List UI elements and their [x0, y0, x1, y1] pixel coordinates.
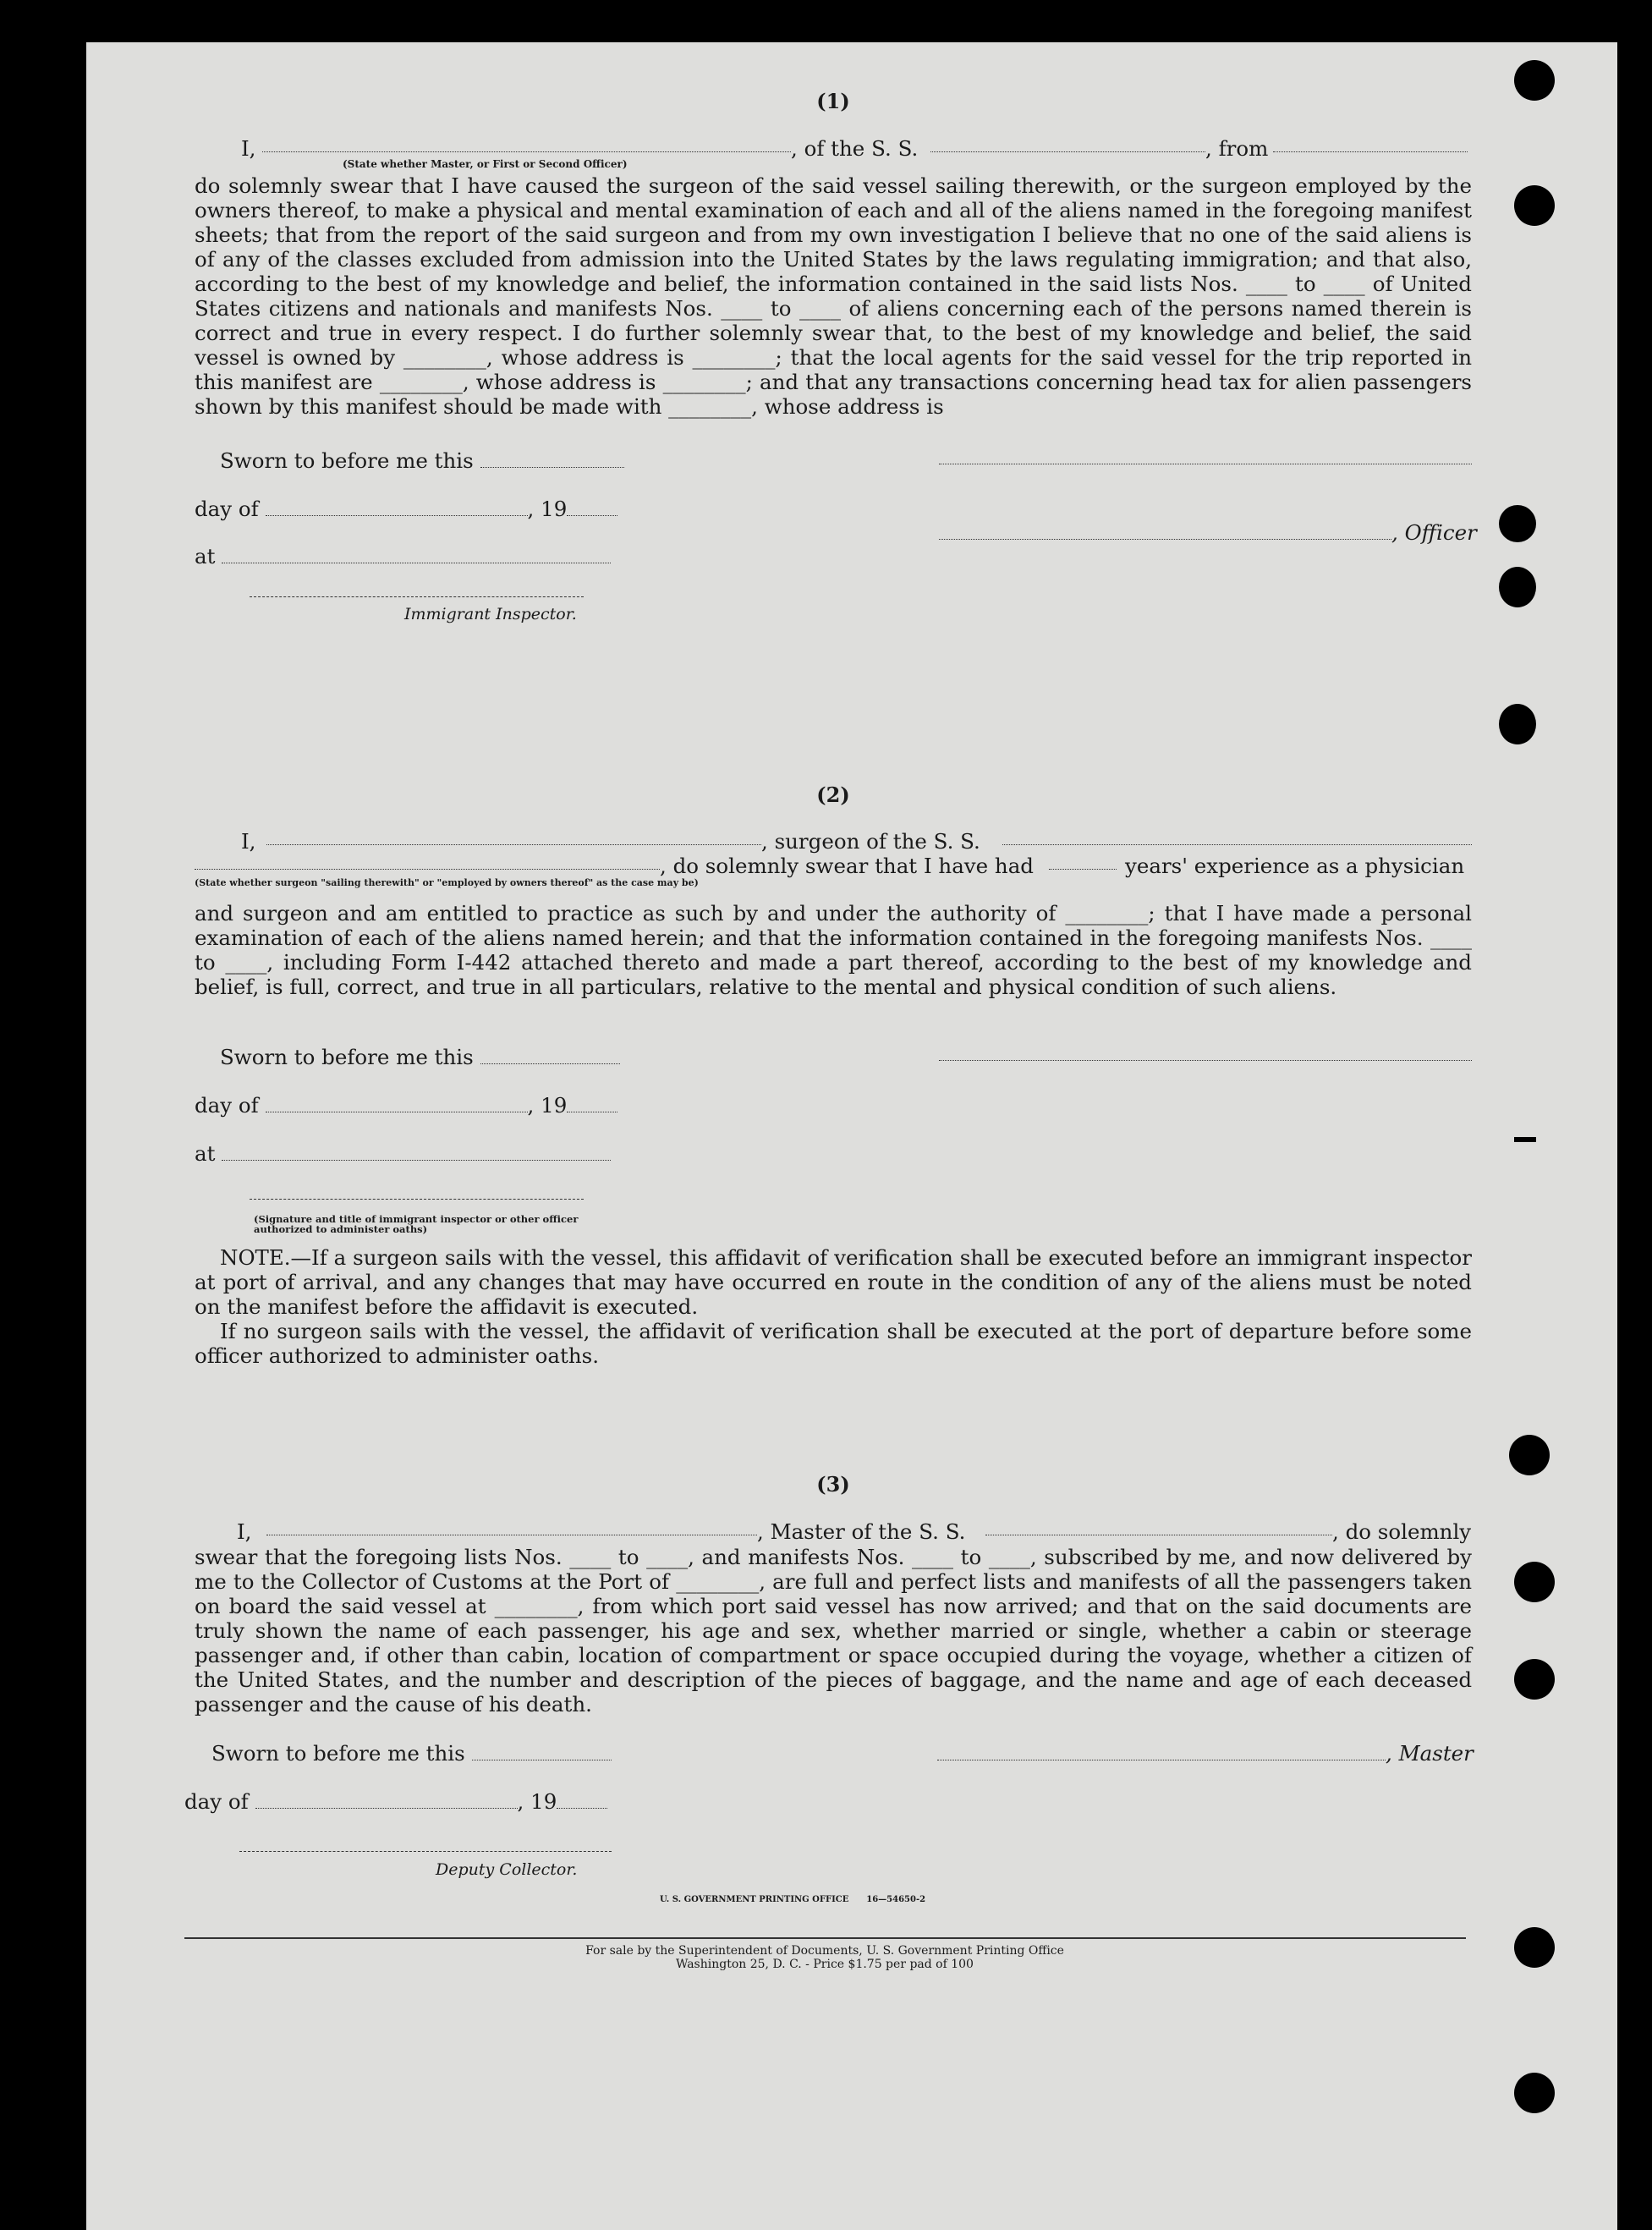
sworn-date-field[interactable]: [480, 1048, 620, 1064]
master-signature-field[interactable]: [937, 1744, 1386, 1760]
section-number: (3): [816, 1472, 850, 1497]
surgeon-name-field[interactable]: [266, 829, 761, 845]
section-3: (3) I, , Master of the S. S. , do solemnly swear that the foregoing lists Nos. ____ to ____, and manifests Nos. ____ to ____, subscribed by me, and now delivered by me to the Collector of Customs at the Port of ________, are full and perfect lists and manifests of all the passengers taken on board the said vessel at ________, from which port said vessel has now arrived; and that on the said documents are truly shown the name of each passenger, his age and sex, whether married or single, whether a cabin or steerage passenger and, if other than cabin, location of compartment or space occupied during the voyage, whether a citizen of the United States, and the number and description of the pieces of baggage, and the name and age of each deceased passenger and the cause of his death. Sworn to before me this , Master day of , 19 Deputy Collector.: [195, 1472, 1472, 1497]
day-of-field[interactable]: [266, 500, 528, 516]
inspector-caption: Immigrant Inspector.: [404, 605, 577, 623]
master-name-field[interactable]: [266, 1519, 757, 1535]
surgeon-caption: (State whether surgeon "sailing therewith" or "employed by owners thereof" as the case may be): [195, 877, 699, 888]
surgeon-status-field[interactable]: [195, 854, 660, 870]
master-caption: (State whether Master, or First or Second Officer): [343, 158, 628, 170]
day-of-field[interactable]: [255, 1793, 518, 1809]
officer-signature-field[interactable]: [939, 448, 1472, 464]
gpo-imprint: U. S. GOVERNMENT PRINTING OFFICE 16—54650-2: [660, 1895, 926, 1904]
inspector-signature-line[interactable]: [250, 1199, 584, 1200]
at-place-field[interactable]: [222, 547, 611, 563]
surgeon-vessel-field[interactable]: [1002, 829, 1472, 845]
section-number: (2): [816, 783, 850, 807]
section-1: (1) I, , of the S. S. , from (State whether Master, or First or Second Officer) do solemnly swear that I have caused the surgeon of the said vessel sailing therewith, or the surgeon employed by the owners thereof, to make a physical and mental examination of each and all of the aliens named in the foregoing manifest sheets; that from the report of the said surgeon and from my own investigation I believe that no one of the said aliens is of any of the classes excluded from admission into the United States by the laws regulating immigration; and that also, according to the best of my knowledge and belief, the information contained in the said lists Nos. ____ to ____ of United States citizens and nationals and manifests Nos. ____ to ____ of aliens concerning each of the persons named therein is correct and true in every respect. I do further solemnly swear that, to the best of my knowledge and belief, the said vessel is owned by ________, whose address is ________; that the local agents for the said vessel for the trip reported in this manifest are ________, whose address is ________; and that any transactions concerning head tax for alien passengers shown by this manifest should be made with ________, whose address is Sworn to before me this day of , 19 , Officer at Immigrant Inspector.: [195, 89, 1472, 113]
signature-caption: (Signature and title of immigrant inspector or other officer authorized to administer oaths): [254, 1213, 579, 1235]
note-paragraph: NOTE.—If a surgeon sails with the vessel, this affidavit of verification shall be executed before an immigrant inspector at port of arrival, and any changes that may have occurred en route in the condition of any of the aliens must be noted on the manifest before the affidavit is executed.: [195, 1245, 1472, 1319]
year-field[interactable]: [557, 1793, 607, 1809]
section-2-body: and surgeon and am entitled to practice as such by and under the authority of ________; that I have made a personal examination of each of the aliens named herein; and that the information contained in the foregoing manifests Nos. ____ to ____, including Form I-442 attached thereto and made a part thereof, according to the best of my knowledge and belief, is full, correct, and true in all particulars, relative to the mental and physical condition of such aliens.: [195, 901, 1472, 999]
section-number: (1): [816, 89, 850, 113]
inspector-signature-line[interactable]: [250, 596, 584, 597]
note-paragraph-2: If no surgeon sails with the vessel, the affidavit of verification shall be executed at the port of departure before some officer authorized to administer oaths.: [195, 1319, 1472, 1368]
master-name-field[interactable]: [262, 136, 791, 152]
footer-rule: [184, 1937, 1466, 1939]
deputy-caption: Deputy Collector.: [436, 1860, 578, 1879]
deputy-signature-line[interactable]: [239, 1851, 612, 1852]
sale-notice-line-2: Washington 25, D. C. - Price $1.75 per pad of 100: [676, 1958, 974, 1971]
vessel-name-field[interactable]: [930, 136, 1205, 152]
years-field[interactable]: [1049, 854, 1117, 870]
section-2: (2) I, , surgeon of the S. S. , do solemnly swear that I have had years' experience as a physician (State whether surgeon "sailing therewith" or "employed by owners thereof" as the case may be) and surgeon and am entitled to practice as such by and under the authority of ________; that I have made a personal examination of each of the aliens named herein; and that the information contained in the foregoing manifests Nos. ____ to ____, including Form I-442 attached thereto and made a part thereof, according to the best of my knowledge and belief, is full, correct, and true in all particulars, relative to the mental and physical condition of such aliens. Sworn to before me this day of , 19 at (Signature and title of immigrant inspector or other officer authorized to administer oaths) NOTE.—If a surgeon sails with the vessel, this affidavit of verification shall be executed before an immigrant inspector at port of arrival, and any changes that may have occurred en route in the condition of any of the aliens must be noted on the manifest before the affidavit is executed. If no surgeon sails with the vessel, the affidavit of verification shall be executed at the port of departure before some officer authorized to administer oaths.: [195, 783, 1472, 1368]
sworn-date-field[interactable]: [472, 1744, 612, 1760]
year-field[interactable]: [567, 1096, 617, 1112]
from-port-field[interactable]: [1273, 136, 1468, 152]
at-place-field[interactable]: [222, 1145, 611, 1161]
sworn-date-field[interactable]: [480, 452, 624, 468]
vessel-name-field[interactable]: [985, 1519, 1332, 1535]
day-of-field[interactable]: [266, 1096, 528, 1112]
sale-notice-line-1: For sale by the Superintendent of Documents, U. S. Government Printing Office: [585, 1944, 1064, 1958]
master-line: I, , of the S. S. , from: [195, 136, 1472, 161]
year-field[interactable]: [567, 500, 617, 516]
section-1-body: do solemnly swear that I have caused the surgeon of the said vessel sailing therewith, or the surgeon employed by the owners thereof, to make a physical and mental examination of each and all of the aliens named in the foregoing manifest sheets; that from the report of the said surgeon and from my own investigation I believe that no one of the said aliens is of any of the classes excluded from admission into the United States by the laws regulating immigration; and that also, according to the best of my knowledge and belief, the information contained in the said lists Nos. ____ to ____ of United States citizens and nationals and manifests Nos. ____ to ____ of aliens concerning each of the persons named therein is correct and true in every respect. I do further solemnly swear that, to the best of my knowledge and belief, the said vessel is owned by ________, whose address is ________; that the local agents for the said vessel for the trip reported in this manifest are ________, whose address is ________; and that any transactions concerning head tax for alien passengers shown by this manifest should be made with ________, whose address is: [195, 173, 1472, 419]
surgeon-signature-field[interactable]: [939, 1045, 1472, 1061]
section-3-body: swear that the foregoing lists Nos. ____ to ____, and manifests Nos. ____ to ____, subscribed by me, and now delivered by me to the Collector of Customs at the Port of ________, are full and perfect lists and manifests of all the passengers taken on board the said vessel at ________, from which port said vessel has now arrived; and that on the said documents are truly shown the name of each passenger, his age and sex, whether married or single, whether a cabin or steerage passenger and, if other than cabin, location of compartment or space occupied during the voyage, whether a citizen of the United States, and the number and description of the pieces of baggage, and the name and age of each deceased passenger and the cause of his death.: [195, 1545, 1472, 1716]
officer-title-field[interactable]: [939, 524, 1391, 540]
